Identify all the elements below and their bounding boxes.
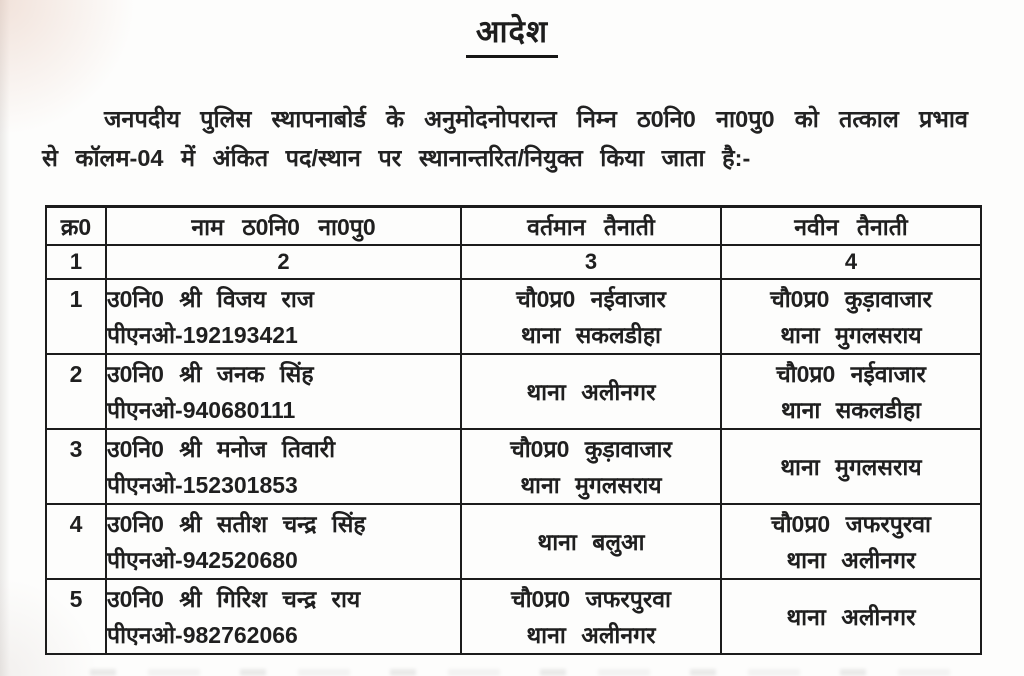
officer-name: उ0नि0 श्री विजय राज <box>107 285 314 312</box>
transfer-table <box>45 205 982 655</box>
officer-name: उ0नि0 श्री सतीश चन्द्र सिंह <box>107 510 366 537</box>
current-posting-line1: चौ0प्र0 जफरपुरवा <box>510 585 672 612</box>
officer-pno: पीएनओ-942520680 <box>107 546 298 573</box>
header-current-posting: वर्तमान तैनाती <box>461 207 721 246</box>
table-row <box>46 504 981 579</box>
current-posting-cell <box>461 579 721 654</box>
new-posting-line2: थाना अलीनगर <box>786 546 916 573</box>
row-sno: 2 <box>46 354 106 429</box>
current-posting-line1: थाना बलुआ <box>537 528 645 555</box>
table-row <box>46 429 981 504</box>
new-posting-cell <box>721 429 981 504</box>
column-number-3: 3 <box>461 245 721 279</box>
officer-pno: पीएनओ-192193421 <box>107 321 298 348</box>
current-posting-cell <box>461 279 721 354</box>
row-sno: 1 <box>46 279 106 354</box>
new-posting-cell <box>721 504 981 579</box>
current-posting-line2: थाना सकलडीहा <box>520 321 661 348</box>
new-posting-line1: चौ0प्र0 नईवाजार <box>776 360 926 387</box>
column-number-row <box>46 245 981 279</box>
row-sno: 4 <box>46 504 106 579</box>
new-posting-line2: थाना सकलडीहा <box>780 396 921 423</box>
current-posting-cell <box>461 504 721 579</box>
intro-paragraph: जनपदीय पुलिस स्थापनाबोर्ड के अनुमोदनोपरान्त निम्न ठ0नि0 ना0पु0 को तत्काल प्रभाव से कॉलम-04 में अंकित पद/स्थान पर स्थानान्तरित/नियुक्त किया जाता है:- <box>42 105 968 171</box>
new-posting-line1: थाना अलीनगर <box>786 603 916 630</box>
row-name-cell <box>106 279 461 354</box>
table-header-row <box>46 207 981 246</box>
officer-name: उ0नि0 श्री मनोज तिवारी <box>107 435 336 462</box>
current-posting-line1: थाना अलीनगर <box>526 378 656 405</box>
current-posting-line1: चौ0प्र0 नईवाजार <box>516 285 666 312</box>
header-sno: क्र0 <box>46 207 106 246</box>
title-row <box>0 10 1024 58</box>
header-name: नाम ठ0नि0 ना0पु0 <box>106 207 461 246</box>
row-name-cell <box>106 504 461 579</box>
row-name-cell <box>106 579 461 654</box>
row-sno: 3 <box>46 429 106 504</box>
row-name-cell <box>106 354 461 429</box>
new-posting-cell <box>721 279 981 354</box>
new-posting-line1: थाना मुगलसराय <box>780 453 922 480</box>
cutoff-text-artifact <box>90 669 964 676</box>
new-posting-line1: चौ0प्र0 कुड़ावाजार <box>770 285 932 312</box>
current-posting-cell <box>461 429 721 504</box>
officer-name: उ0नि0 श्री जनक सिंह <box>107 360 314 387</box>
current-posting-line2: थाना मुगलसराय <box>520 471 662 498</box>
row-name-cell <box>106 429 461 504</box>
column-number-2: 2 <box>106 245 461 279</box>
officer-pno: पीएनओ-982762066 <box>107 621 298 648</box>
current-posting-line1: चौ0प्र0 कुड़ावाजार <box>510 435 672 462</box>
new-posting-cell <box>721 579 981 654</box>
officer-name: उ0नि0 श्री गिरिश चन्द्र राय <box>107 585 361 612</box>
officer-pno: पीएनओ-940680111 <box>107 396 296 423</box>
new-posting-line1: चौ0प्र0 जफरपुरवा <box>770 510 932 537</box>
column-number-1: 1 <box>46 245 106 279</box>
officer-pno: पीएनओ-152301853 <box>107 471 298 498</box>
header-new-posting: नवीन तैनाती <box>721 207 981 246</box>
table-row <box>46 279 981 354</box>
row-sno: 5 <box>46 579 106 654</box>
new-posting-cell <box>721 354 981 429</box>
current-posting-cell <box>461 354 721 429</box>
document-title: आदेश <box>466 10 558 58</box>
table-row <box>46 579 981 654</box>
column-number-4: 4 <box>721 245 981 279</box>
current-posting-line2: थाना अलीनगर <box>526 621 656 648</box>
new-posting-line2: थाना मुगलसराय <box>780 321 922 348</box>
table-row <box>46 354 981 429</box>
